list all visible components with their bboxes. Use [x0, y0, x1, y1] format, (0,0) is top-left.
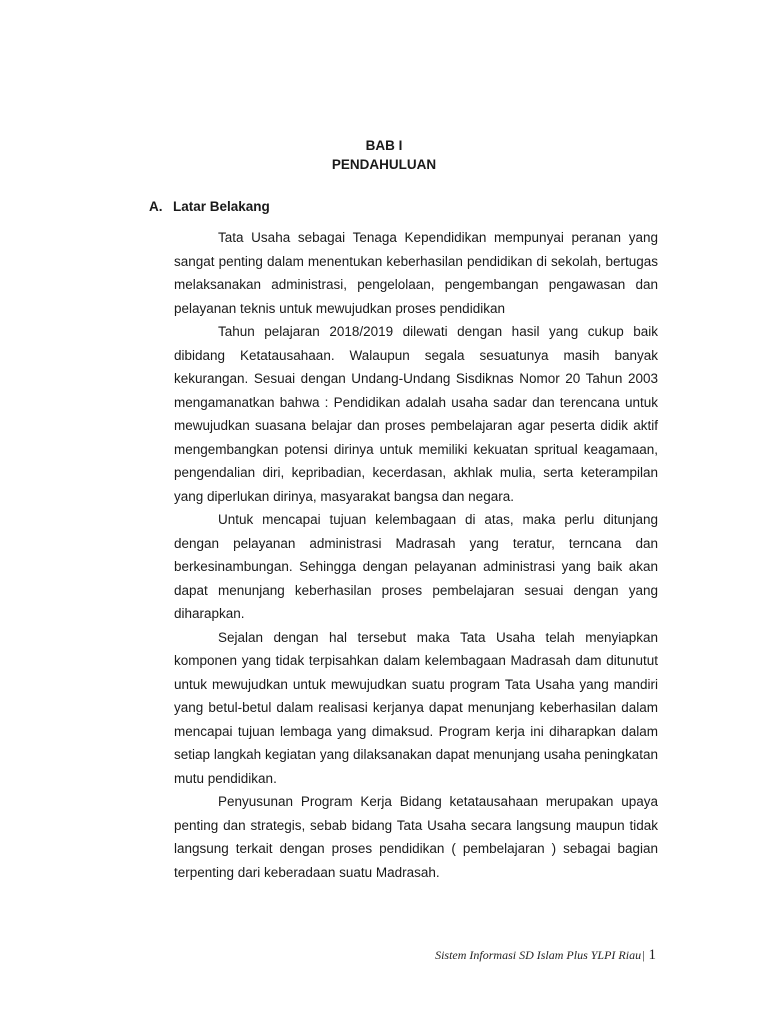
paragraph-2: Tahun pelajaran 2018/2019 dilewati dengan hasil yang cukup baik dibidang Ketatausahaan. Walaupun segala sesuatunya masih banyak kekurangan. Sesuai dengan Undang-Undang Sisdiknas Nomor 20 Tahun 2003 mengamanatkan bahwa : Pendidikan adalah usaha sadar dan terencana untuk mewujudkan suasana belajar dan proses pembelajaran agar peserta didik aktif mengembangkan potensi dirinya untuk memiliki kekuatan spritual keagamaan, pengendalian diri, kepribadian, kecerdasan, akhlak mulia, serta keterampilan yang diperlukan dirinya, masyarakat bangsa dan negara.	[174, 324, 658, 504]
paragraph-1: Tata Usaha sebagai Tenaga Kependidikan mempunyai peranan yang sangat penting dalam menentukan keberhasilan pendidikan di sekolah, bertugas melaksanakan administrasi, pengelolaan, pengembangan pengawasan dan pelayanan teknis untuk mewujudkan proses pendidikan	[174, 230, 658, 316]
chapter-heading	[0, 136, 768, 174]
page-footer	[435, 945, 656, 965]
chapter-title: PENDAHULUAN	[331, 157, 437, 172]
body-text	[174, 226, 658, 884]
section-heading	[149, 197, 270, 217]
footer-text: Sistem Informasi SD Islam Plus YLPI Riau	[435, 948, 642, 962]
chapter-number: BAB I	[365, 138, 403, 153]
paragraph-5: Penyusunan Program Kerja Bidang ketatausahaan merupakan upaya penting dan strategis, sebab bidang Tata Usaha secara langsung maupun tidak langsung terkait dengan proses pendidikan ( pembelajaran ) sebagai bagian terpenting dari keberadaan suatu Madrasah.	[174, 794, 658, 880]
paragraph-3: Untuk mencapai tujuan kelembagaan di atas, maka perlu ditunjang dengan pelayanan administrasi Madrasah yang teratur, terncana dan berkesinambungan. Sehingga dengan pelayanan administrasi yang baik akan dapat menunjang keberhasilan proses pembelajaran sesuai dengan yang diharapkan.	[174, 512, 658, 621]
paragraph-4: Sejalan dengan hal tersebut maka Tata Usaha telah menyiapkan komponen yang tidak terpisahkan dalam kelembagaan Madrasah dam ditunutut untuk mewujudkan untuk mewujudkan suatu program Tata Usaha yang mandiri yang betul-betul dalam realisasi kerjanya dapat menunjang keberhasilan dalam mencapai tujuan lembaga yang dimaksud. Program kerja ini diharapkan dalam setiap langkah kegiatan yang dilaksanakan dapat menunjang usaha peningkatan mutu pendidikan.	[174, 629, 658, 786]
section-title: Latar Belakang	[173, 199, 270, 214]
page-number: 1	[648, 947, 656, 963]
section-letter: A.	[149, 199, 163, 214]
footer-separator: |	[642, 948, 645, 962]
